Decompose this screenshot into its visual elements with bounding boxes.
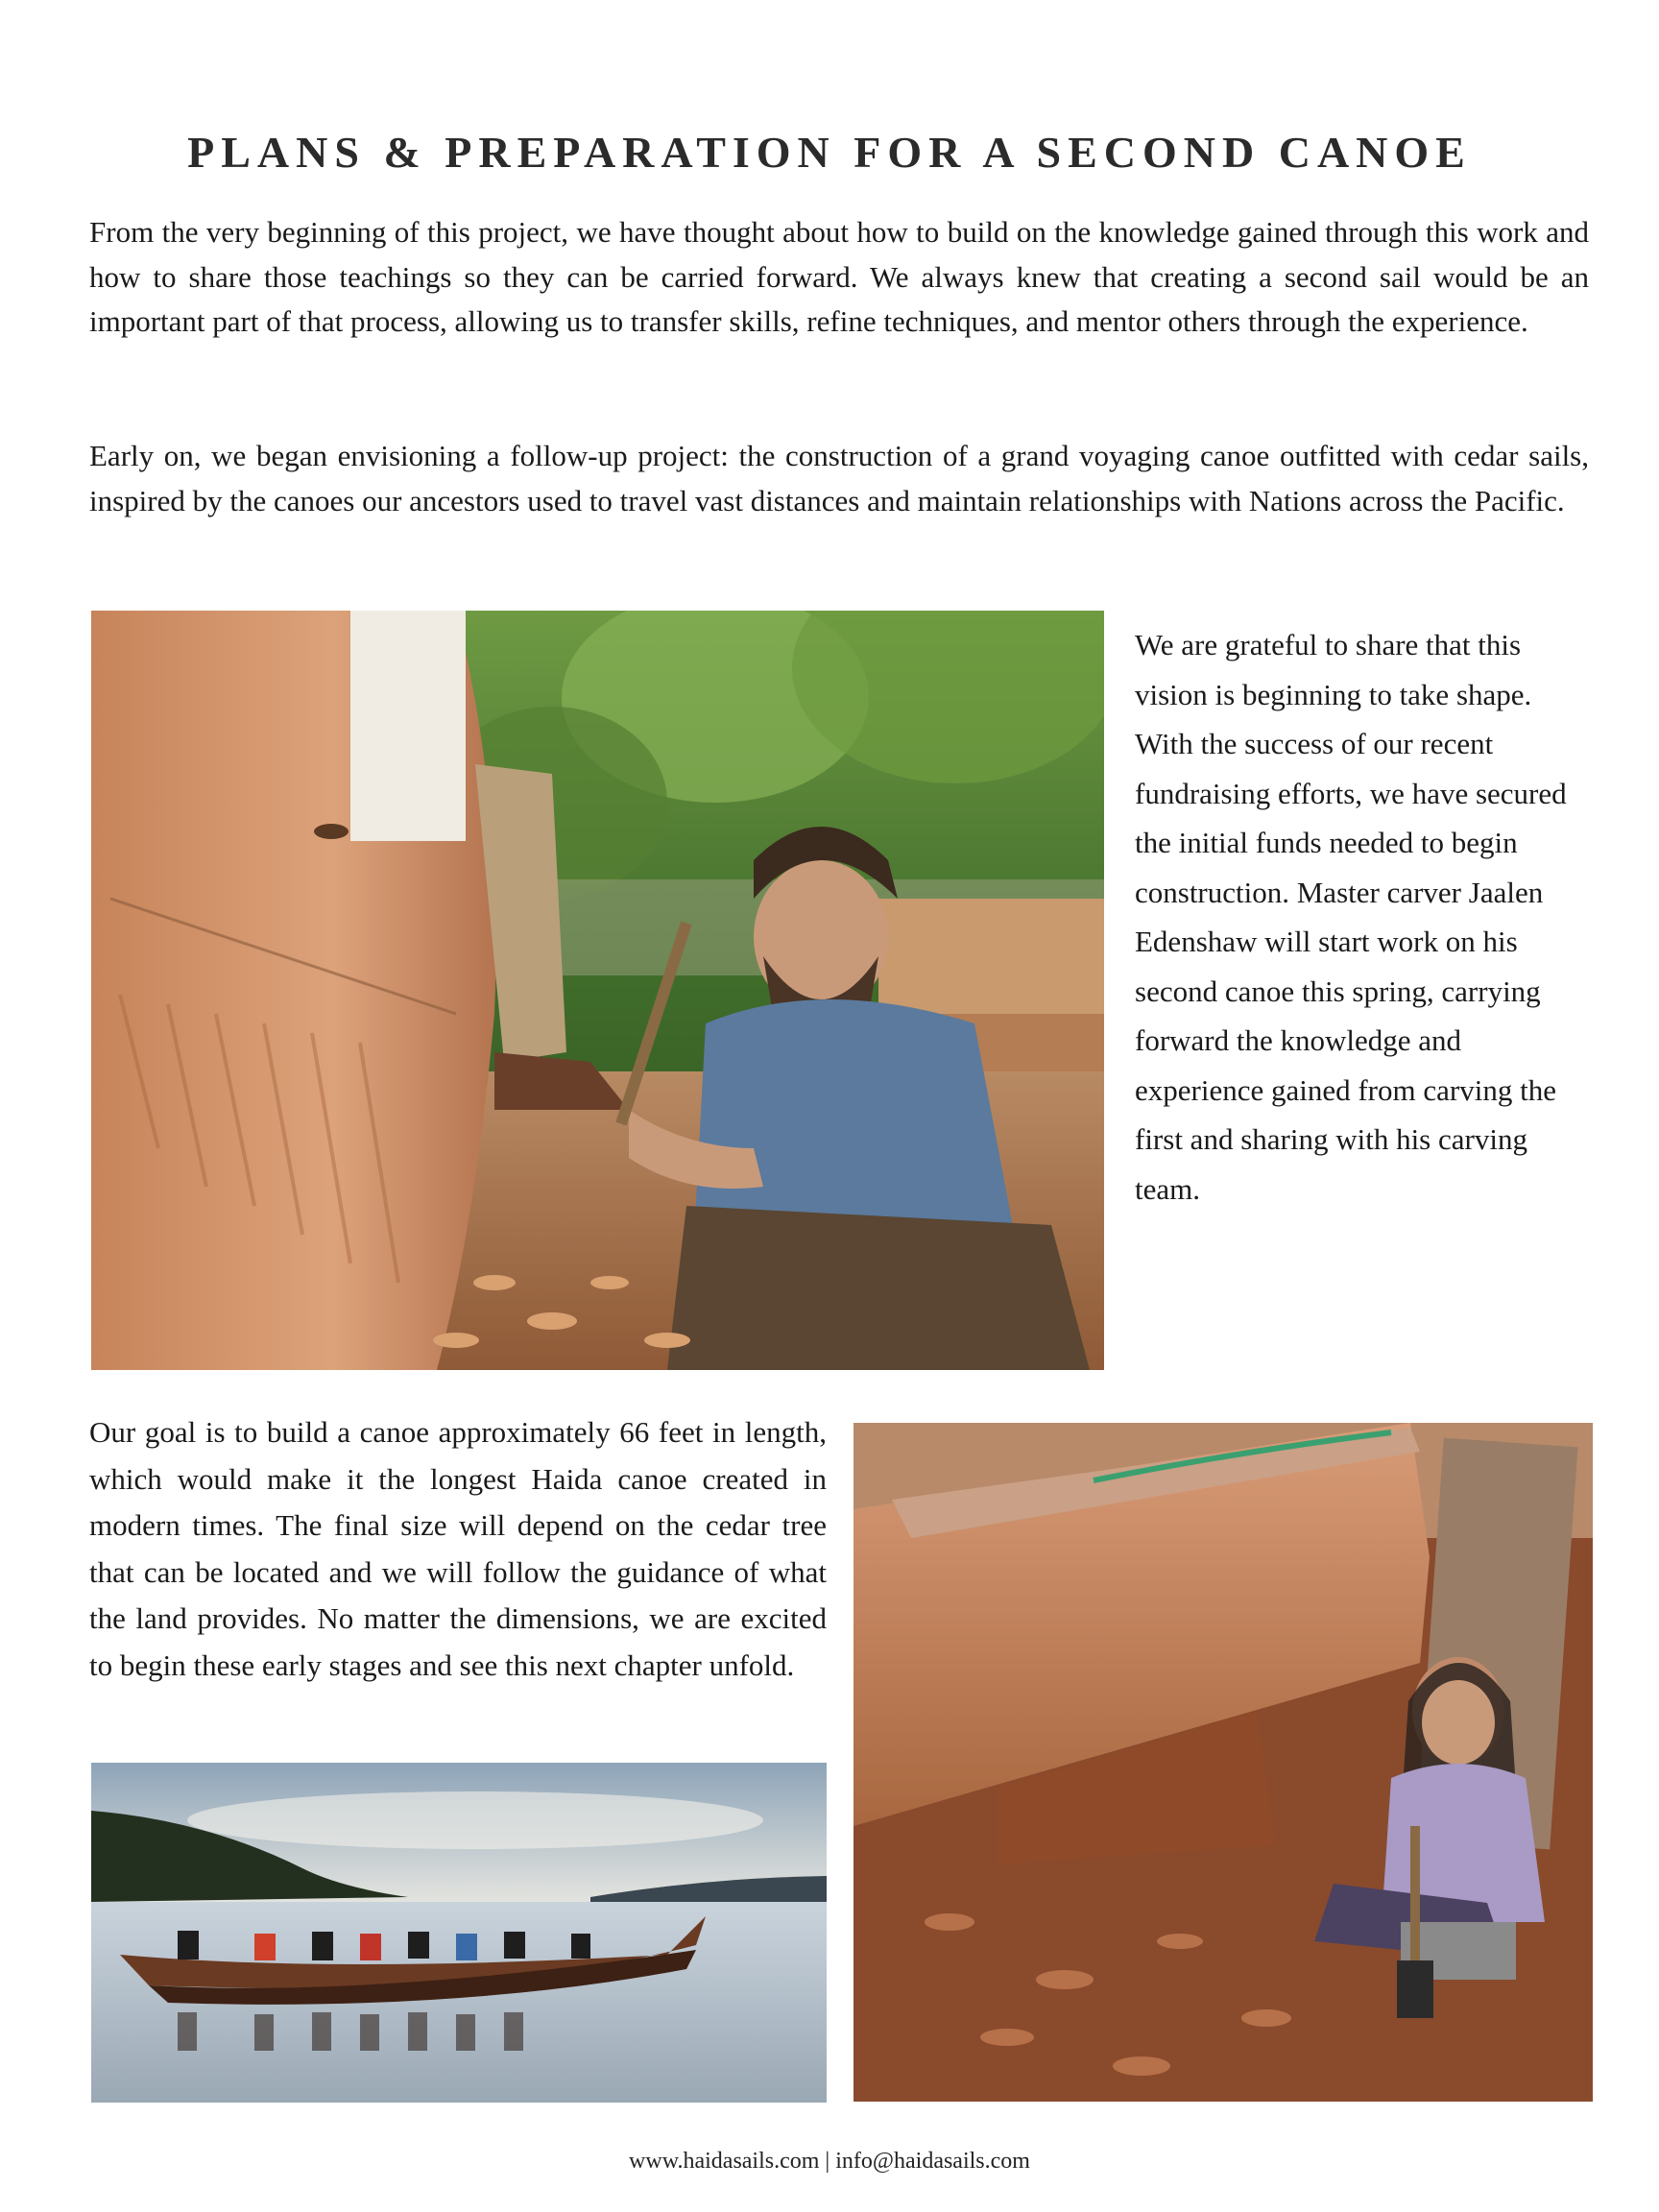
- photo-paddlers-in-canoe: [91, 1763, 827, 2103]
- photo-carver-at-work: [91, 611, 1104, 1370]
- footer-contact: www.haidasails.com | info@haidasails.com: [629, 2149, 1030, 2174]
- vision-paragraph: Early on, we began envisioning a follow-up project: the construction of a grand voyaging canoe outfitted with cedar sails, inspired by the canoes our ancestors used to travel vast distances and maintain relationships with Nations across the Pacific.: [89, 439, 1589, 517]
- grateful-paragraph: We are grateful to share that this vision is beginning to take shape. With the success of our recent fundraising efforts, we have secured the initial funds needed to begin construction. Master carver Jaalen Edenshaw will start work on his second canoe this spring, carrying forward the knowledge and experience gained from carving the first and sharing with his carving team.: [1135, 628, 1567, 1206]
- intro-paragraph: From the very beginning of this project, we have thought about how to build on the knowledge gained through this work and how to share those teachings so they can be carried forward. We always knew that creating a second sail would be an important part of that process, allowing us to transfer skills, refine techniques, and mentor others through the experience.: [89, 215, 1589, 338]
- photo-girl-beside-canoe: [854, 1423, 1593, 2102]
- page-title: PLANS & PREPARATION FOR A SECOND CANOE: [187, 128, 1472, 177]
- goal-paragraph: Our goal is to build a canoe approximately 66 feet in length, which would make it the longest Haida canoe created in modern times. The final size will depend on the cedar tree that can be located and we will follow the guidance of what the land provides. No matter the dimensions, we are excited to begin these early stages and see this next chapter unfold.: [89, 1415, 827, 1682]
